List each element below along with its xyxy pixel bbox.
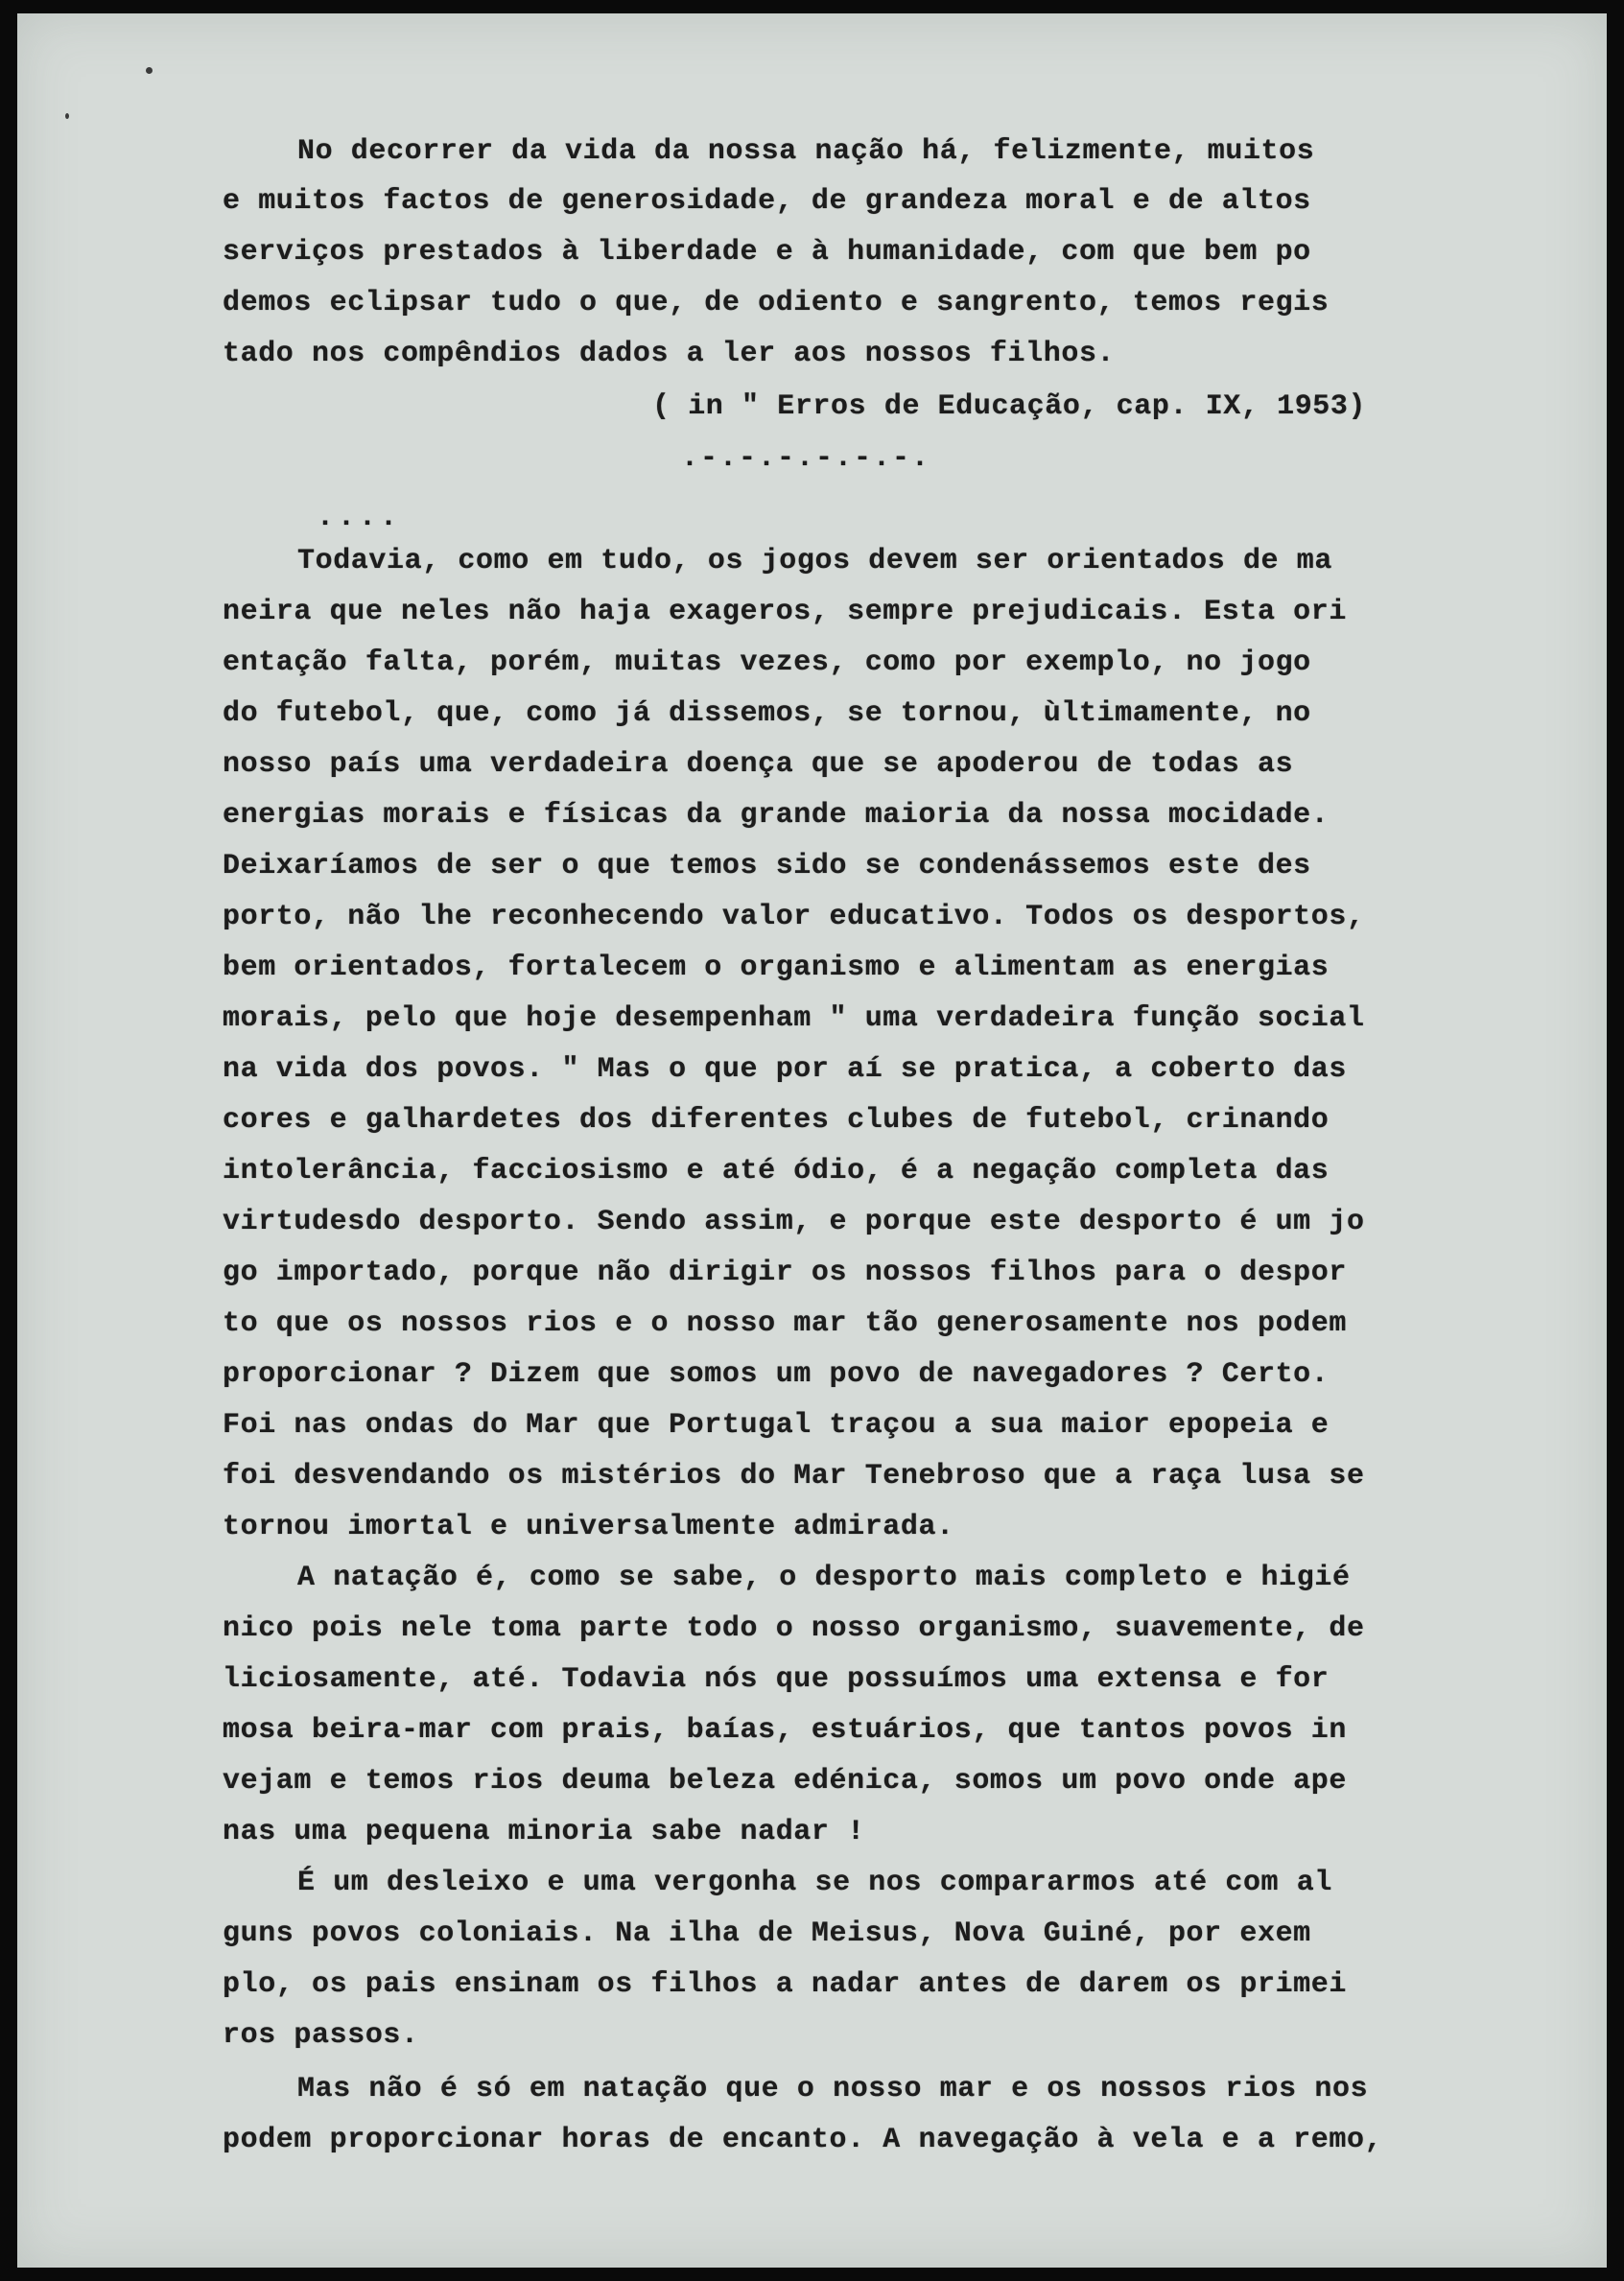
text-line-25: proporcionar ? Dizem que somos um povo de navegadores ? Certo. [223,1358,1330,1391]
text-line-15: Deixaríamos de ser o que temos sido se condenássemos este des [223,850,1311,882]
text-line-5: tado nos compêndios dados a ler aos nossos filhos. [223,338,1116,370]
text-line-39: Mas não é só em natação que o nosso mar e os nossos rios nos [297,2073,1369,2105]
text-line-38: ros passos. [223,2019,419,2052]
ink-speck [65,113,69,119]
text-line-10: neira que neles não haja exageros, sempre prejudicais. Esta ori [223,596,1347,628]
text-line-27: foi desvendando os mistérios do Mar Tenebroso que a raça lusa se [223,1460,1365,1493]
text-line-26: Foi nas ondas do Mar que Portugal traçou a sua maior epopeia e [223,1409,1330,1442]
text-line-28: tornou imortal e universalmente admirada. [223,1511,954,1543]
text-line-12: do futebol, que, como já dissemos, se tornou, ùltimamente, no [223,697,1311,730]
text-line-24: to que os nossos rios e o nosso mar tão generosamente nos podem [223,1307,1347,1340]
text-line-16: porto, não lhe reconhecendo valor educativo. Todos os desportos, [223,901,1365,933]
text-line-18: morais, pelo que hoje desempenham " uma verdadeira função social [223,1002,1365,1035]
text-line-1: No decorrer da vida da nossa nação há, felizmente, muitos [297,135,1315,168]
text-line-4: demos eclipsar tudo o que, de odiento e sangrento, temos regis [223,287,1330,319]
citation-line: ( in " Erros de Educação, cap. IX, 1953) [652,390,1367,423]
text-line-19: na vida dos povos. " Mas o que por aí se pratica, a coberto das [223,1053,1347,1086]
text-line-11: entação falta, porém, muitas vezes, como por exemplo, no jogo [223,647,1311,679]
text-line-29: A natação é, como se sabe, o desporto mais completo e higié [297,1562,1351,1594]
text-line-36: guns povos coloniais. Na ilha de Meisus, Nova Guiné, por exem [223,1917,1311,1950]
text-line-30: nico pois nele toma parte todo o nosso organismo, suavemente, de [223,1612,1365,1645]
text-line-40: podem proporcionar horas de encanto. A navegação à vela e a remo, [223,2124,1383,2156]
text-line-23: go importado, porque não dirigir os nossos filhos para o despor [223,1257,1347,1289]
ellipsis-marker: .... [317,502,402,534]
text-line-31: liciosamente, até. Todavia nós que possuímos uma extensa e for [223,1663,1330,1696]
section-separator: .-.-.-.-.-.-. [681,442,931,475]
text-line-33: vejam e temos rios deuma beleza edénica, somos um povo onde ape [223,1765,1347,1798]
text-line-20: cores e galhardetes dos diferentes clubes de futebol, crinando [223,1104,1330,1137]
text-line-9: Todavia, como em tudo, os jogos devem ser orientados de ma [297,545,1332,577]
text-line-22: virtudesdo desporto. Sendo assim, e porque este desporto é um jo [223,1206,1365,1238]
text-line-34: nas uma pequena minoria sabe nadar ! [223,1816,865,1848]
text-line-35: É um desleixo e uma vergonha se nos compararmos até com al [297,1867,1332,1899]
text-line-2: e muitos factos de generosidade, de grandeza moral e de altos [223,185,1311,218]
ink-speck [146,67,153,74]
text-line-21: intolerância, facciosismo e até ódio, é a negação completa das [223,1155,1330,1188]
text-line-17: bem orientados, fortalecem o organismo e alimentam as energias [223,952,1330,984]
text-line-37: plo, os pais ensinam os filhos a nadar antes de darem os primei [223,1968,1347,2001]
text-line-13: nosso país uma verdadeira doença que se apoderou de todas as [223,748,1294,781]
text-line-32: mosa beira-mar com prais, baías, estuários, que tantos povos in [223,1714,1347,1747]
text-line-14: energias morais e físicas da grande maioria da nossa mocidade. [223,799,1330,832]
text-line-3: serviços prestados à liberdade e à humanidade, com que bem po [223,236,1311,269]
